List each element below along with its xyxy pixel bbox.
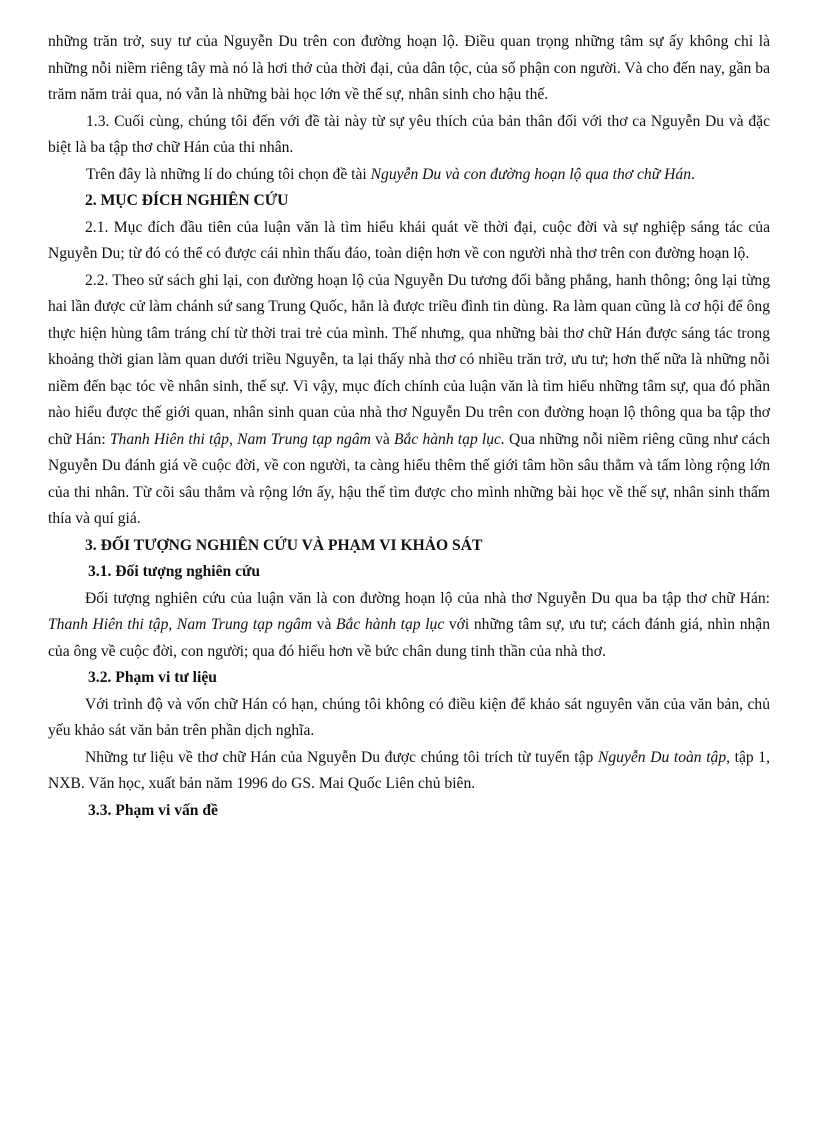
paragraph-materials-1: Với trình độ và vốn chữ Hán có hạn, chúng tôi không có điều kiện để khảo sát nguyên văn của văn bản, chủ yếu khảo sát văn bản trên phần dịch nghĩa. <box>48 695 770 739</box>
paragraph-intro-continuation: những trăn trở, suy tư của Nguyễn Du trên con đường hoạn lộ. Điều quan trọng những tâm sự ấy không chỉ là những nỗi niềm riêng tây mà nó là hơi thở của thời đại, của dân tộc, của số phận con người. Và cho đến nay, gần ba trăm năm trải qua, nó vẫn là những bài học lớn về thế sự, nhân sinh cho hậu thế. <box>48 33 770 103</box>
thesis-title-italic: Nguyễn Du và con đường hoạn lộ qua thơ chữ Hán <box>370 165 691 183</box>
book-title-italic: Nam Trung tạp ngâm <box>176 616 313 633</box>
text-run: . <box>691 165 695 183</box>
text-run: và <box>312 616 337 633</box>
paragraph-purpose-2-2 <box>48 268 770 533</box>
text-run: Đối tượng nghiên cứu của luận văn là con đường hoạn lộ của nhà thơ Nguyễn Du qua ba tập thơ chữ Hán: <box>85 589 770 607</box>
document-page <box>48 29 770 824</box>
paragraph-reasons-summary <box>48 162 770 189</box>
text-run: Trên đây là những lí do chúng tôi chọn đề tài <box>86 165 371 183</box>
book-title-italic: Bắc hành tạp lục <box>336 616 445 633</box>
paragraph-purpose-2-1: 2.1. Mục đích đầu tiên của luận văn là tìm hiểu khái quát về thời đại, cuộc đời và sự nghiệp sáng tác của Nguyễn Du; từ đó có thể có được cái nhìn thấu đáo, toàn diện hơn về con người nhà thơ trên con đường hoạn lộ. <box>48 218 770 262</box>
book-title-italic: Nam Trung tạp ngâm <box>237 430 371 448</box>
book-title-italic: Nguyễn Du toàn tập <box>597 748 727 766</box>
subsection-heading-object: 3.1. Đối tượng nghiên cứu <box>88 563 261 580</box>
text-run: , tập 1, NXB. Văn học, xuất bản năm 1996 do GS. Mai Quốc Liên chủ biên. <box>48 748 770 792</box>
text-run: , <box>228 430 238 448</box>
text-run: Qua những nỗi niềm riêng cũng như cách Nguyễn Du đánh giá về cuộc đời, về con người, ta càng hiểu thêm thế giới tâm hồn sâu thẳm và tấm lòng rộng lớn của thi nhân. Từ cõi sâu thẳm và rộng lớn ấy, hậu thế tìm được cho mình những bài học về thế sự, nhân sinh thấm thía và quí giá. <box>48 430 771 527</box>
text-run: 2.2. Theo sử sách ghi lại, con đường hoạn lộ của Nguyễn Du tương đối bằng phẳng, hanh thông; ông lại từng hai lần được cử làm chánh sứ sang Trung Quốc, hẳn là được triều đình tin dùng. Ra làm quan cũng là cơ hội để ông thực hiện hùng tâm tráng chí từ thời trai trẻ của mình. Thế nhưng, qua những bài thơ chữ Hán được sáng tác trong khoảng thời gian làm quan dưới triều Nguyễn, ta lại thấy nhà thơ có nhiều trăn trở, ưu tư; hơn thế nữa là những nỗi niềm đến bạc tóc về nhân sinh, thế sự. Vì vậy, mục đích chính của luận văn là tìm hiểu những tâm sự, qua đó phần nào hiểu được thế giới quan, nhân sinh quan của nhà thơ Nguyễn Du trên con đường hoạn lộ thông qua ba tập thơ chữ Hán: <box>48 271 770 448</box>
text-run: với những tâm sự, ưu tư; cách đánh giá, nhìn nhận của ông về cuộc đời, con người; qua đó hiểu hơn về bức chân dung tinh thần của nhà thơ. <box>48 616 771 660</box>
text-run: Những tư liệu về thơ chữ Hán của Nguyễn Du được chúng tôi trích từ tuyển tập <box>85 748 598 766</box>
book-title-italic: Bắc hành tạp lục. <box>394 430 505 448</box>
section-heading-purpose: 2. MỤC ĐÍCH NGHIÊN CỨU <box>85 192 289 209</box>
text-run: và <box>370 430 395 448</box>
text-run: , <box>168 616 177 633</box>
book-title-italic: Thanh Hiên thi tập <box>109 430 229 448</box>
section-heading-object-scope: 3. ĐỐI TƯỢNG NGHIÊN CỨU VÀ PHẠM VI KHẢO SÁT <box>85 536 483 554</box>
subsection-heading-scope: 3.3. Phạm vi vấn đề <box>88 801 218 819</box>
paragraph-reason-1-3: 1.3. Cuối cùng, chúng tôi đến với đề tài này từ sự yêu thích của bản thân đối với thơ ca Nguyễn Du và đặc biệt là ba tập thơ chữ Hán của thi nhân. <box>48 112 770 156</box>
paragraph-materials-2 <box>48 745 770 798</box>
paragraph-object <box>48 586 770 666</box>
subsection-heading-materials: 3.2. Phạm vi tư liệu <box>88 669 217 686</box>
book-title-italic: Thanh Hiên thi tập <box>48 616 169 633</box>
